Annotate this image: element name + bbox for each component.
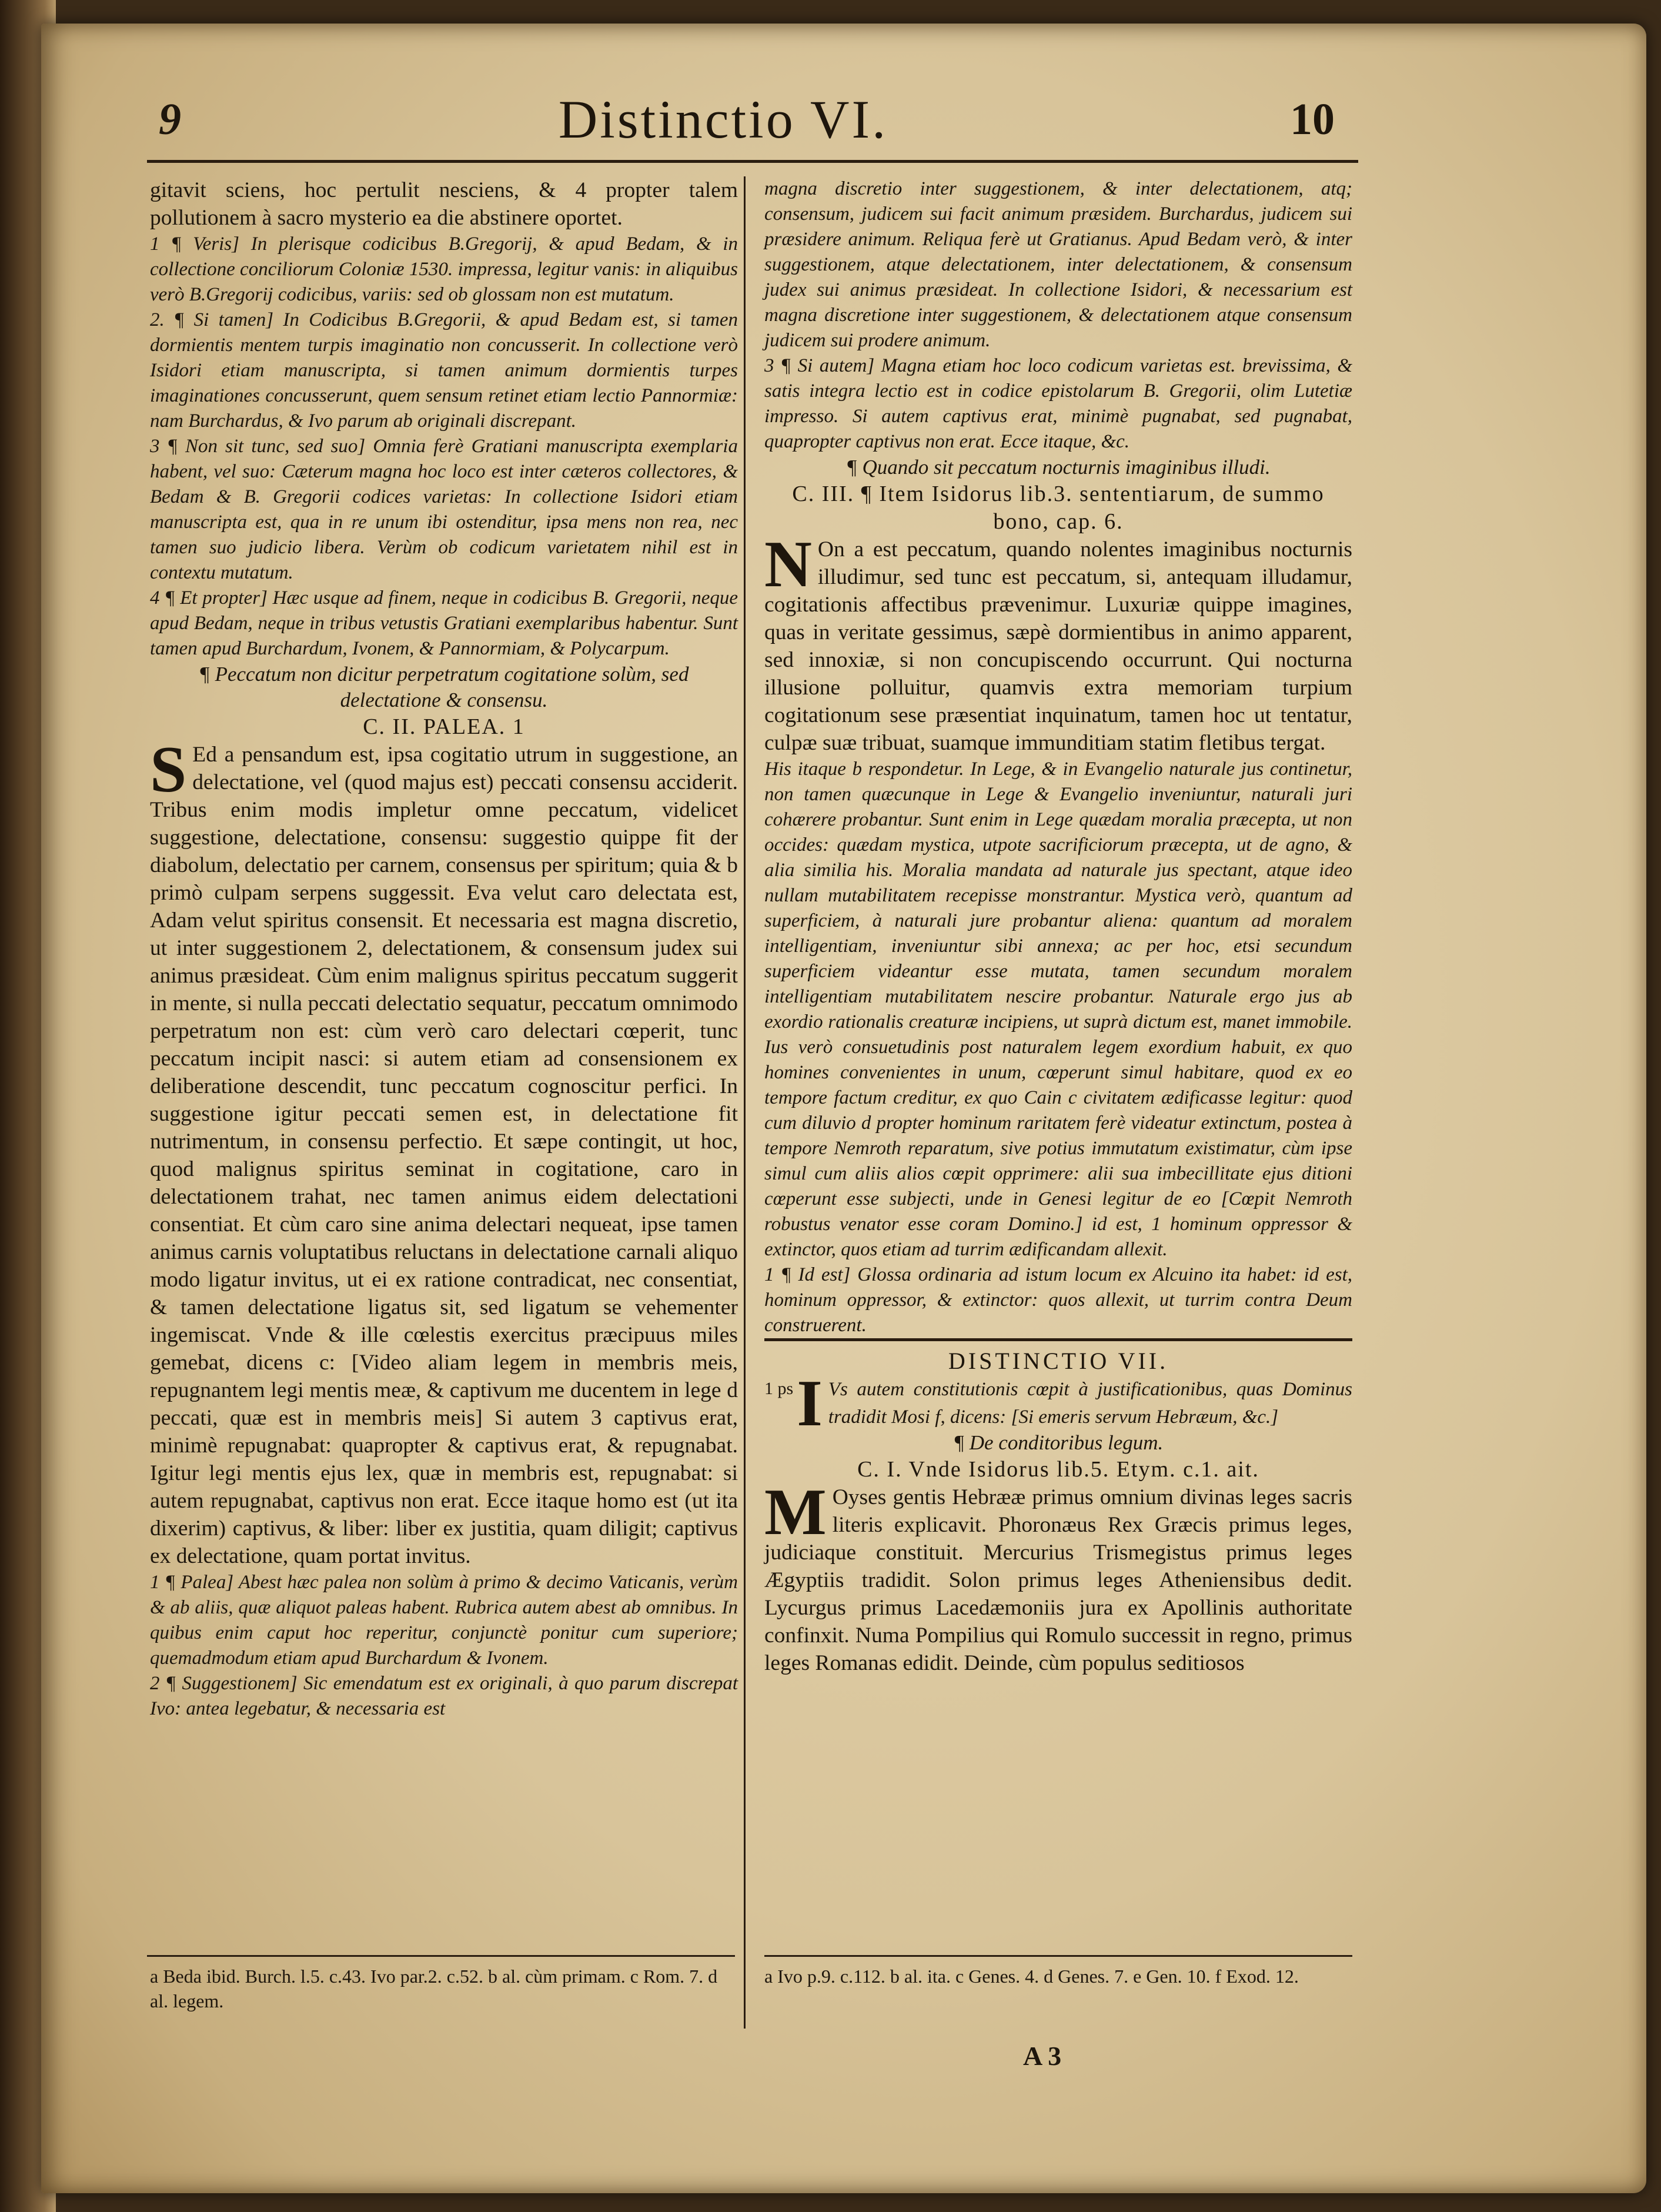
column-divider <box>744 176 746 2029</box>
chapter-heading-c2: C. II. PALEA. 1 <box>363 714 525 739</box>
right-column <box>764 176 1352 1677</box>
page-title: Distinctio VI. <box>558 89 888 149</box>
footnote-rule-right <box>764 1955 1352 1957</box>
right-rubric-1: ¶ Quando sit peccatum nocturnis imaginibus illudi. <box>846 456 1271 479</box>
footnotes-right: a Ivo p.9. c.112. b al. ita. c Genes. 4. d Genes. 7. e Gen. 10. f Exod. 12. <box>764 1966 1299 1987</box>
distinctio-vii-intro <box>764 1367 1352 1440</box>
drop-capital-s: S <box>150 733 187 806</box>
left-note-2: 2. ¶ Si tamen] In Codicibus B.Gregorii, & apud Bedam est, si tamen dormientis mentem turpis imaginatio non concusserit. In collectione verò Isidori etiam manuscripta, si tamen animum dormientis turpes imaginationes concusserunt, quem sensum retinet etiam lectio Pannormiæ: nam Burchardus, & Ivo parum ab originali discrepant. <box>150 309 738 432</box>
chapter-body-c2 <box>150 733 738 1570</box>
chapter-heading-c1: C. I. Vnde Isidorus lib.5. Etym. c.1. ait. <box>857 1457 1259 1482</box>
left-column <box>150 176 738 1722</box>
left-paragraph: gitavit sciens, hoc pertulit nesciens, & 4 propter talem pollutionem à sacro mysterio ea die abstinere oportet. <box>150 178 738 230</box>
running-header <box>112 82 1335 153</box>
footnotes-left: a Beda ibid. Burch. l.5. c.43. Ivo par.2. c.52. b al. cùm primam. c Rom. 7. d al. legem. <box>150 1966 718 2011</box>
chapter-body-c1 <box>764 1476 1352 1677</box>
drop-capital-i: I <box>797 1367 823 1440</box>
left-rubric: ¶ Peccatum non dicitur perpetratum cogitatione solùm, sed delectatione & consensu. <box>199 663 689 711</box>
drop-capital-n: N <box>764 528 812 601</box>
left-note-5: 1 ¶ Palea] Abest hæc palea non solùm à primo & decimo Vaticanis, verùm & ab aliis, quæ aliquot paleas habent. Rubrica autem abest ab omnibus. In quibus enim caput hoc reperitur, conjunctè ponitur cum superiore; quemadmodum etiam apud Burchardum & Ivonem. <box>150 1572 738 1669</box>
page-number-left: 9 <box>159 95 181 144</box>
chapter-body-c3 <box>764 528 1352 757</box>
signature-mark: A 3 <box>1023 2041 1062 2071</box>
right-note-1: 3 ¶ Si autem] Magna etiam hoc loco codicum varietas est. brevissima, & satis integra lectio est in codice epistolarum B. Gregorii, olim Lutetiæ impresso. Si autem captivus erat, minimè pugnabat, sed pugnabat, quapropter captivus non erat. Ecce itaque, &c. <box>764 355 1352 452</box>
gratian-dictum: His itaque b respondetur. In Lege, & in Evangelio naturale jus continetur, non tamen quæcunque in Lege & Evangelio inveniuntur, naturali juri cohærere probantur. Sunt enim in Lege quædam moralia præcepta, ut non occides: quædam mystica, utpote sacrificiorum præcepta, ut de agno, & alia similia his. Moralia mandata ad naturale jus spectant, atque ideo nullam mutabilitatem recepisse monstrantur. Mystica verò, quantum ad superficiem, à naturali jure probantur aliena: quantum ad moralem intelligentiam, inveniuntur sibi annexa; ac per hoc, etsi secundum superficiem videantur esse mutata, tamen secundum moralem intelligentiam mutabilitatem nescire probantur. Naturale ergo jus ab exordio rationalis creaturæ incipiens, ut suprà dictum est, manet immobile. Ius verò consuetudinis post naturalem legem exordium habuit, ex quo homines convenientes in unum, cœperunt simul habitare, quod ex eo tempore factum creditur, ex quo Cain c civitatem ædificasse legitur: quod cum diluvio d propter hominum raritatem ferè videatur extinctum, postea à tempore Nemroth reparatum, sive potius immutatum existimatur, cùm ipse simul cum aliis alios cœpit opprimere: alii sua imbecillitate ejus ditioni cœperunt esse subjecti, unde in Genesi legitur de eo [Cœpit Nemroth robustus venator esse coram Domino.] id est, 1 hominum oppressor & extinctor, quos etiam ad turrim ædificandam allexit. <box>764 759 1352 1260</box>
margin-note: 1 ps <box>764 1379 794 1398</box>
right-rubric-2: ¶ De conditoribus legum. <box>953 1431 1164 1454</box>
left-note-1: 1 ¶ Veris] In plerisque codicibus B.Gregorij, & apud Bedam, & in collectione conciliorum Coloniæ 1530. impressa, legitur vanis: in aliquibus verò B.Gregorij codicibus, variis: sed ob glossam non est mutatum. <box>150 233 738 305</box>
chapter-text-c3: On a est peccatum, quando nolentes imaginibus nocturnis illudimur, sed tunc est peccatum, si, antequam illudamur, cogitationis affectibus prævenimur. Luxuriæ quippe imagines, quas in veritate gessimus, sæpè dormientibus in animo apparent, sed innoxiæ, si non concupiscendo occurrunt. Qui nocturna illusione polluitur, quamvis extra memoriam turpium cogitationum sese præsentiat inquinatum, tamen hoc ut tentatur, culpæ suæ tribuat, suamque immunditiam statim fletibus tergat. <box>764 537 1352 755</box>
distinctio-vii-heading: DISTINCTIO VII. <box>764 1338 1352 1375</box>
left-note-6: 2 ¶ Suggestionem] Sic emendatum est ex originali, à quo parum discrepat Ivo: antea legebatur, & necessaria est <box>150 1673 738 1719</box>
right-note-2: 1 ¶ Id est] Glossa ordinaria ad istum locum ex Alcuino ita habet: id est, hominum oppressor, & extinctor: quos allexit, ut turrim contra Deum construerent. <box>764 1264 1352 1336</box>
distinctio-vii-intro-text: Vs autem constitutionis cœpit à justificationibus, quas Dominus tradidit Mosi f, dicens: [Si emeris servum Hebræum, &c.] <box>828 1379 1352 1428</box>
right-note-continued: magna discretio inter suggestionem, & inter delectationem, atq; consensum, judicem sui facit animum præsidem. Burchardus, judicem sui præsidere animum. Reliqua ferè ut Gratianus. Apud Bedam verò, & inter suggestionem, atque delectationem, inter delectationem, & consensum judex sui animus præsideat. In collectione Isidori, & necessarium est magna discretione inter suggestionem, & delectationem atque consensum judicem sui prodere animum. <box>764 178 1352 351</box>
header-rule <box>147 160 1358 163</box>
footnote-rule-left <box>147 1955 735 1957</box>
left-note-4: 4 ¶ Et propter] Hæc usque ad finem, neque in codicibus B. Gregorii, neque apud Bedam, neque in tribus vetustis Gratiani exemplaribus habentur. Sunt tamen apud Burchardum, Ivonem, & Pannormiam, & Polycarpum. <box>150 587 738 659</box>
page-number-right: 10 <box>1290 95 1335 144</box>
drop-capital-m: M <box>764 1476 827 1549</box>
left-note-3: 3 ¶ Non sit tunc, sed suo] Omnia ferè Gratiani manuscripta exemplaria habent, vel suo: Cæterum magna hoc loco est inter cæteros collectores, & Bedam & B. Gregorii codices varietas: In collectione Isidori etiam manuscripta est, qua in re unum ibi ostenditur, ipsa mens non rea, nec tamen suo judicio libera. Verùm ob codicum varietatem nihil est in contextu mutatum. <box>150 436 738 583</box>
chapter-text-c1: Oyses gentis Hebrææ primus omnium divinas leges sacris literis explicavit. Phoronæus Rex Græcis primus leges, judiciaque constituit. Mercurius Trismegistus primus leges Ægyptiis tradidit. Solon primus leges Atheniensibus dedit. Lycurgus primus Lacedæmoniis jura ex Apollinis authoritate confinxit. Numa Pompilius qui Romulo successit in regno, primus leges Romanas edidit. Deinde, cùm populus seditiosos <box>764 1485 1352 1675</box>
chapter-text-c2: Ed a pensandum est, ipsa cogitatio utrum in suggestione, an delectatione, vel (quod majus est) peccati consensu acciderit. Tribus enim modis impletur omne peccatum, videlicet suggestione, delectatione, consensu: suggestio quippe fit der diabolum, delectatio per carnem, consensus per spiritum; quia & b primò culpam serpens suggessit. Eva velut caro delectata est, Adam velut spiritus consensit. Et necessaria est magna discretio, ut inter suggestionem 2, delectationem, & consensum judex sui animus præsideat. Cùm enim malignus spiritus peccatum suggerit in mente, si nulla peccati delectatio sequatur, peccatum omnimodo perpetratum non est: cùm verò caro delectari cœperit, tunc peccatum incipit nasci: si autem etiam ad consensionem ex deliberatione descendit, tunc peccatum cognoscitur perfici. In suggestione igitur peccati semen est, in delectatione fit nutrimentum, in consensu perfectio. Et sæpe contingit, ut hoc, quod malignus spiritus seminat in cogitatione, caro in delectationem trahat, nec tamen animus eidem delectationi consentiat. Et cùm caro sine anima delectari nequeat, ipse tamen animus carnis voluptatibus reluctans in delectatione carnali aliquo modo ligatur invitus, ut ei ex ratione contradicat, nec consentiat, & tamen delectatione ligatus sit, sed ligatum se vehementer ingemiscat. Vnde & ille cœlestis exercitus præcipuus miles gemebat, dicens c: [Video aliam legem in membris meis, repugnantem legi mentis meæ, & captivum me ducentem in lege d peccati, quæ est in membris meis] Si autem 3 captivus erat, minimè repugnabat: quapropter & captivus erat, & repugnabat. Igitur legi mentis ejus lex, quæ in membris est, repugnabat: si autem repugnabat, captivus non erat. Ecce itaque homo est (ut ita dixerim) captivus, & liber: liber ex justitia, quam diligit; captivus ex delectatione, quam portat invitus. <box>150 743 738 1568</box>
chapter-heading-c3: C. III. ¶ Item Isidorus lib.3. sententiarum, de summo bono, cap. 6. <box>792 482 1325 534</box>
